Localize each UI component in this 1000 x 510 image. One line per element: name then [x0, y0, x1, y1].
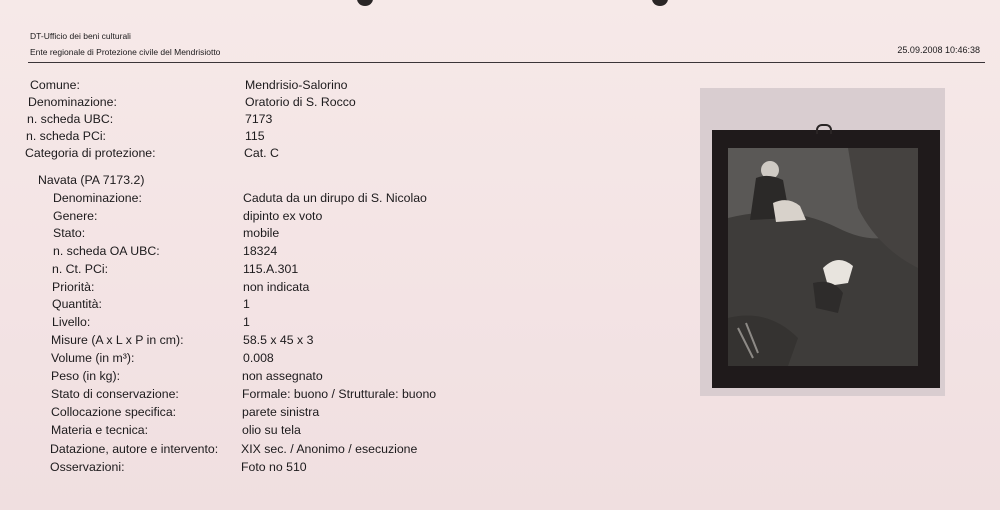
scheda-ubc-label: n. scheda UBC:	[27, 112, 114, 126]
field-value: XIX sec. / Anonimo / esecuzione	[241, 442, 418, 456]
field-label: Datazione, autore e intervento:	[50, 442, 219, 456]
field-label: Stato:	[53, 226, 86, 240]
scheda-pci-value: 115	[245, 129, 265, 143]
section-title: Navata (PA 7173.2)	[38, 173, 145, 187]
field-value: 18324	[243, 244, 278, 258]
comune-value: Mendrisio-Salorino	[245, 78, 348, 92]
field-label: Denominazione:	[53, 191, 142, 205]
scheda-pci-label: n. scheda PCi:	[26, 129, 106, 143]
field-label: Genere:	[53, 209, 98, 223]
field-label: Priorità:	[52, 280, 95, 294]
field-value: 1	[243, 297, 250, 311]
field-value: non assegnato	[242, 369, 323, 383]
binder-hole	[357, 0, 373, 6]
field-label: Quantità:	[52, 297, 102, 311]
categoria-label: Categoria di protezione:	[25, 146, 156, 160]
painting-scene	[728, 148, 918, 366]
field-label: Materia e tecnica:	[51, 423, 149, 437]
field-label: Peso (in kg):	[51, 369, 121, 383]
field-label: Osservazioni:	[50, 460, 125, 474]
field-value: 58.5 x 45 x 3	[243, 333, 314, 347]
field-value: 1	[243, 315, 250, 329]
scheda-ubc-value: 7173	[245, 112, 273, 126]
field-value: olio su tela	[242, 423, 301, 437]
denominazione-value: Oratorio di S. Rocco	[245, 95, 356, 109]
field-value: 115.A.301	[243, 262, 299, 276]
field-label: Misure (A x L x P in cm):	[51, 333, 184, 347]
frame-hook	[816, 124, 832, 134]
binder-hole	[652, 0, 668, 6]
field-label: Livello:	[52, 315, 91, 329]
field-value: parete sinistra	[242, 405, 320, 419]
header-office: DT-Ufficio dei beni culturali	[30, 31, 131, 41]
painting-image	[728, 148, 918, 366]
denominazione-label: Denominazione:	[28, 95, 117, 109]
field-value: Foto no 510	[241, 460, 307, 474]
field-value: Caduta da un dirupo di S. Nicolao	[243, 191, 427, 205]
comune-label: Comune:	[30, 78, 80, 92]
field-value: mobile	[243, 226, 280, 240]
field-value: dipinto ex voto	[243, 209, 323, 223]
field-label: Collocazione specifica:	[51, 405, 177, 419]
field-label: Volume (in m³):	[51, 351, 135, 365]
field-value: 0.008	[243, 351, 274, 365]
header-organization: Ente regionale di Protezione civile del Mendrisiotto	[30, 47, 221, 57]
field-value: Formale: buono / Strutturale: buono	[242, 387, 437, 401]
field-label: Stato di conservazione:	[51, 387, 179, 401]
header-divider	[28, 62, 985, 63]
field-label: n. scheda OA UBC:	[53, 244, 160, 258]
categoria-value: Cat. C	[244, 146, 279, 160]
field-value: non indicata	[243, 280, 310, 294]
field-label: n. Ct. PCi:	[52, 262, 109, 276]
header-timestamp: 25.09.2008 10:46:38	[897, 45, 980, 55]
